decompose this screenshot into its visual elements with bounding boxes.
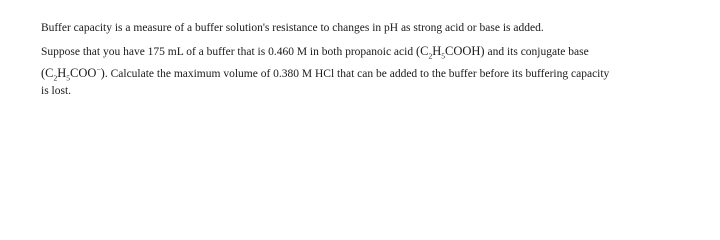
problem-text-part-1: Suppose that you have 175 mL of a buffer that is 0.460 M in both propanoic acid bbox=[41, 46, 416, 58]
propanoic-acid-formula: $(C_2H_5COOH)$ bbox=[415, 44, 485, 61]
conjugate-base-formula: $(C_2H_5COO^-)$ bbox=[41, 64, 105, 83]
problem-line-3: is lost. bbox=[41, 85, 72, 97]
problem-text-part-2: and its conjugate base bbox=[484, 46, 589, 58]
intro-text: Buffer capacity is a measure of a buffer solution's resistance to changes in pH as strong acid or base is added. bbox=[41, 22, 544, 34]
problem-text-part-3: . Calculate the maximum volume of 0.380 M HCl that can be added to the buffer before its buffering capacity bbox=[104, 68, 610, 80]
problem-line-1 bbox=[41, 44, 589, 59]
problem-line-2 bbox=[41, 66, 609, 81]
